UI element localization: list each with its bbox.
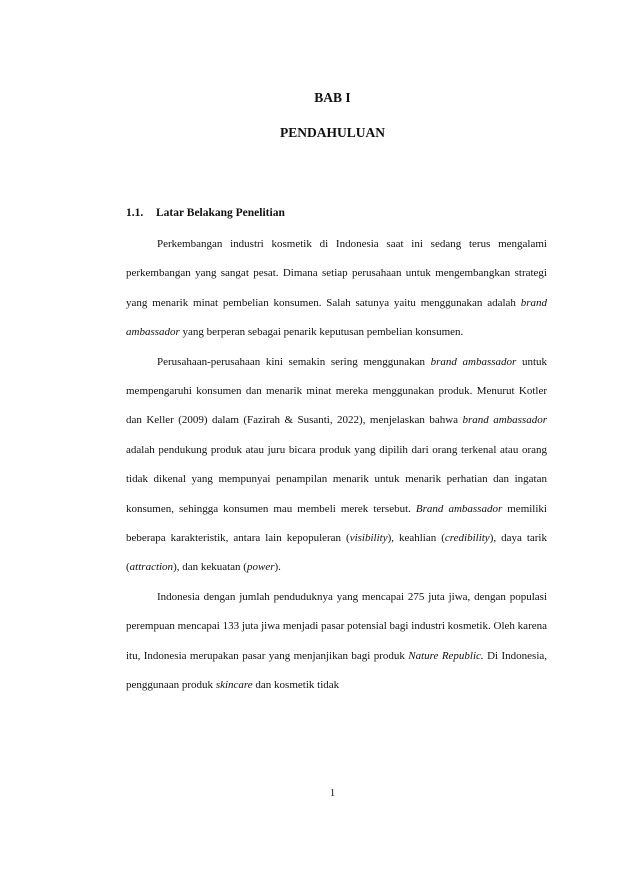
page-number: 1 — [329, 788, 336, 799]
italic-term: brand ambassador — [430, 355, 517, 368]
italic-term: attraction — [129, 561, 174, 574]
paragraph-text: untuk mempengaruhi konsumen dan menarik minat mereka menggunakan produk. Menurut Kotler dan Keller (2009) dalam (Fazirah & Susanti, 2022), menjelaskan bahwa — [126, 355, 547, 427]
paragraph-text: ), dan kekuatan ( — [173, 561, 247, 574]
paragraph-text: dan kosmetik tidak — [252, 679, 340, 692]
paragraph-text: adalah pendukung produk atau juru bicara produk yang dipilih dari orang terkenal atau orang tidak dikenal yang mempunyai penampilan menarik untuk menarik perhatian dan ingatan konsumen, sehingga konsumen mau membeli merek tersebut. — [126, 443, 547, 515]
paragraph — [126, 583, 547, 701]
paragraph-text: yang berperan sebagai penarik keputusan pembelian konsumen. — [179, 326, 464, 339]
chapter-title: PENDAHULUAN — [279, 125, 385, 140]
italic-term: credibility — [444, 532, 490, 545]
italic-term: power — [246, 561, 275, 574]
paragraph — [126, 348, 547, 583]
italic-term: brand ambassador — [126, 296, 547, 339]
italic-term: Brand ambassador — [415, 502, 503, 515]
body-text — [126, 230, 547, 701]
paragraph-text: Perkembangan industri kosmetik di Indonesia saat ini sedang terus mengalami perkembangan yang sangat pesat. Dimana setiap perusahaan untuk mengembangkan strategi yang menarik minat pembelian konsumen. Salah satunya yaitu menggunakan adalah — [126, 238, 547, 309]
italic-term: Nature Republic. — [408, 649, 484, 662]
section-number: 1.1. — [126, 207, 144, 219]
paragraph-text: ), daya tarik ( — [126, 532, 547, 574]
chapter-number: BAB I — [314, 90, 351, 105]
italic-term: visibility — [349, 532, 388, 545]
paragraph-text: Indonesia dengan jumlah penduduknya yang mencapai 275 juta jiwa, dengan populasi perempuan mencapai 133 juta jiwa menjadi pasar potensial bagi industri kosmetik. Oleh karena itu, Indonesia merupakan pasar yang menjanjikan bagi produk — [126, 590, 547, 662]
italic-term: skincare — [215, 679, 253, 692]
paragraph-text: Perusahaan-perusahaan kini semakin sering menggunakan — [157, 355, 431, 368]
paragraph-text: memiliki beberapa karakteristik, antara lain kepopuleran ( — [126, 502, 547, 545]
paragraph-text: ). — [274, 561, 281, 574]
paragraph-text: ), keahlian ( — [387, 532, 445, 545]
italic-term: brand ambassador — [462, 414, 547, 427]
paragraph-text: Di Indonesia, penggunaan produk — [126, 649, 548, 692]
section-heading — [126, 207, 285, 219]
paragraph — [126, 230, 547, 348]
section-title: Latar Belakang Penelitian — [156, 207, 285, 219]
